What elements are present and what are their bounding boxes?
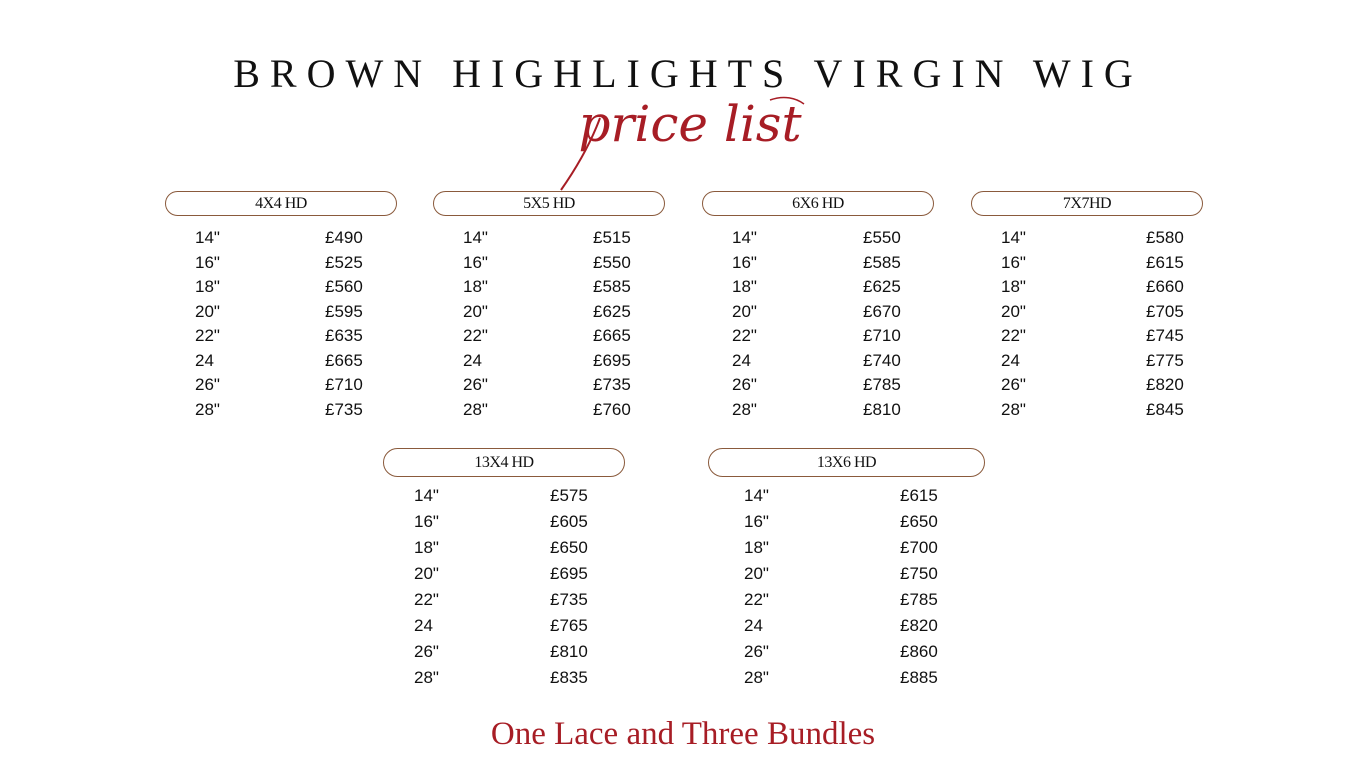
price-row (165, 302, 397, 327)
price-value: £775 (1146, 350, 1184, 370)
price-rows (433, 228, 665, 424)
price-value: £705 (1146, 301, 1184, 321)
length-value: 14" (744, 486, 769, 505)
price-value: £845 (1146, 399, 1184, 419)
length-value: 24 (732, 350, 751, 370)
price-row (971, 302, 1203, 327)
price-row (702, 400, 934, 425)
price-row (702, 302, 934, 327)
price-value: £660 (1146, 277, 1184, 296)
length-value: 22" (732, 326, 757, 345)
price-row (702, 277, 934, 302)
length-value: 14" (195, 228, 220, 247)
length-value: 26" (195, 375, 220, 394)
length-value: 26" (732, 375, 757, 394)
price-value: £765 (550, 616, 588, 635)
card-header-4x4-hd: 4X4 HD (165, 191, 397, 216)
length-value: 20" (1001, 301, 1026, 321)
price-row (971, 253, 1203, 278)
length-value: 14" (1001, 228, 1026, 247)
length-value: 28" (744, 668, 769, 687)
price-value: £585 (863, 252, 901, 272)
price-value: £820 (900, 616, 938, 635)
price-rows (165, 228, 397, 424)
price-value: £650 (900, 512, 938, 531)
length-value: 26" (414, 642, 439, 661)
length-value: 28" (463, 399, 488, 419)
price-row (971, 326, 1203, 351)
price-row (383, 590, 625, 616)
price-rows (383, 486, 625, 694)
price-rows (971, 228, 1203, 424)
price-value: £835 (550, 668, 588, 687)
price-row (383, 486, 625, 512)
price-value: £665 (593, 326, 631, 345)
length-value: 14" (414, 486, 439, 505)
price-row (383, 642, 625, 668)
price-value: £750 (900, 564, 938, 583)
page-title: BROWN HIGHLIGHTS VIRGIN WIG (233, 51, 1143, 96)
length-value: 18" (414, 538, 439, 557)
length-value: 16" (732, 252, 757, 272)
price-value: £670 (863, 301, 901, 321)
price-value: £585 (593, 277, 631, 296)
price-row (433, 253, 665, 278)
price-row (971, 228, 1203, 253)
card-header-5x5-hd: 5X5 HD (433, 191, 665, 216)
card-header-13x4-hd: 13X4 HD (383, 448, 625, 477)
length-value: 28" (195, 399, 220, 419)
price-value: £525 (325, 252, 363, 272)
length-value: 22" (195, 326, 220, 345)
price-row (165, 253, 397, 278)
price-row (708, 616, 985, 642)
length-value: 20" (463, 301, 488, 321)
length-value: 22" (1001, 326, 1026, 345)
price-row (433, 302, 665, 327)
length-value: 16" (195, 252, 220, 272)
length-value: 22" (744, 590, 769, 609)
length-value: 16" (463, 252, 488, 272)
price-value: £735 (325, 399, 363, 419)
price-value: £635 (325, 326, 363, 345)
price-value: £735 (593, 375, 631, 394)
price-value: £710 (863, 326, 901, 345)
price-row (708, 486, 985, 512)
card-header-7x7-hd: 7X7HD (971, 191, 1203, 216)
price-row (165, 277, 397, 302)
price-value: £490 (325, 228, 363, 247)
length-value: 20" (744, 564, 769, 583)
length-value: 18" (732, 277, 757, 296)
length-value: 18" (744, 538, 769, 557)
length-value: 26" (1001, 375, 1026, 394)
price-value: £550 (863, 228, 901, 247)
price-value: £700 (900, 538, 938, 557)
length-value: 24 (463, 350, 482, 370)
card-header-6x6-hd: 6X6 HD (702, 191, 934, 216)
length-value: 28" (1001, 399, 1026, 419)
length-value: 18" (1001, 277, 1026, 296)
length-value: 24 (195, 350, 214, 370)
length-value: 22" (463, 326, 488, 345)
price-value: £625 (863, 277, 901, 296)
length-value: 20" (195, 301, 220, 321)
bundle-note: One Lace and Three Bundles (490, 716, 876, 752)
price-row (165, 228, 397, 253)
price-value: £515 (593, 228, 631, 247)
price-value: £615 (900, 486, 938, 505)
price-value: £665 (325, 350, 363, 370)
price-row (433, 375, 665, 400)
price-value: £745 (1146, 326, 1184, 345)
price-row (971, 400, 1203, 425)
price-row (383, 538, 625, 564)
price-value: £885 (900, 668, 938, 687)
price-row (708, 668, 985, 694)
length-value: 26" (463, 375, 488, 394)
price-row (165, 375, 397, 400)
price-value: £710 (325, 375, 363, 394)
price-value: £560 (325, 277, 363, 296)
length-value: 20" (414, 564, 439, 583)
price-value: £625 (593, 301, 631, 321)
length-value: 16" (744, 512, 769, 531)
price-value: £695 (593, 350, 631, 370)
price-value: £550 (593, 252, 631, 272)
length-value: 18" (463, 277, 488, 296)
price-value: £695 (550, 564, 588, 583)
price-row (165, 326, 397, 351)
price-value: £575 (550, 486, 588, 505)
price-value: £785 (900, 590, 938, 609)
price-row (433, 400, 665, 425)
length-value: 16" (414, 512, 439, 531)
price-row (433, 228, 665, 253)
price-row (971, 351, 1203, 376)
price-row (165, 400, 397, 425)
price-row (383, 616, 625, 642)
length-value: 18" (195, 277, 220, 296)
length-value: 28" (414, 668, 439, 687)
price-row (708, 564, 985, 590)
price-row (702, 228, 934, 253)
price-row (383, 564, 625, 590)
price-list-subtitle: price list (578, 95, 802, 153)
price-value: £580 (1146, 228, 1184, 247)
length-value: 28" (732, 399, 757, 419)
price-value: £810 (550, 642, 588, 661)
price-row (433, 277, 665, 302)
price-row (708, 590, 985, 616)
price-value: £785 (863, 375, 901, 394)
price-value: £820 (1146, 375, 1184, 394)
price-row (383, 512, 625, 538)
length-value: 26" (744, 642, 769, 661)
price-row (708, 642, 985, 668)
price-value: £595 (325, 301, 363, 321)
price-row (383, 668, 625, 694)
price-value: £605 (550, 512, 588, 531)
price-row (971, 277, 1203, 302)
price-row (708, 538, 985, 564)
price-row (702, 375, 934, 400)
length-value: 24 (1001, 350, 1020, 370)
price-value: £760 (593, 399, 631, 419)
price-rows (702, 228, 934, 424)
price-row (433, 351, 665, 376)
length-value: 24 (414, 616, 433, 635)
price-value: £650 (550, 538, 588, 557)
length-value: 22" (414, 590, 439, 609)
price-row (702, 253, 934, 278)
price-rows (708, 486, 985, 694)
price-row (702, 351, 934, 376)
price-value: £860 (900, 642, 938, 661)
length-value: 16" (1001, 252, 1026, 272)
card-header-13x6-hd: 13X6 HD (708, 448, 985, 477)
length-value: 24 (744, 616, 763, 635)
price-row (708, 512, 985, 538)
length-value: 14" (732, 228, 757, 247)
price-row (971, 375, 1203, 400)
price-value: £735 (550, 590, 588, 609)
price-value: £810 (863, 399, 901, 419)
price-value: £615 (1146, 252, 1184, 272)
price-row (433, 326, 665, 351)
length-value: 20" (732, 301, 757, 321)
price-row (702, 326, 934, 351)
price-row (165, 351, 397, 376)
length-value: 14" (463, 228, 488, 247)
price-value: £740 (863, 350, 901, 370)
